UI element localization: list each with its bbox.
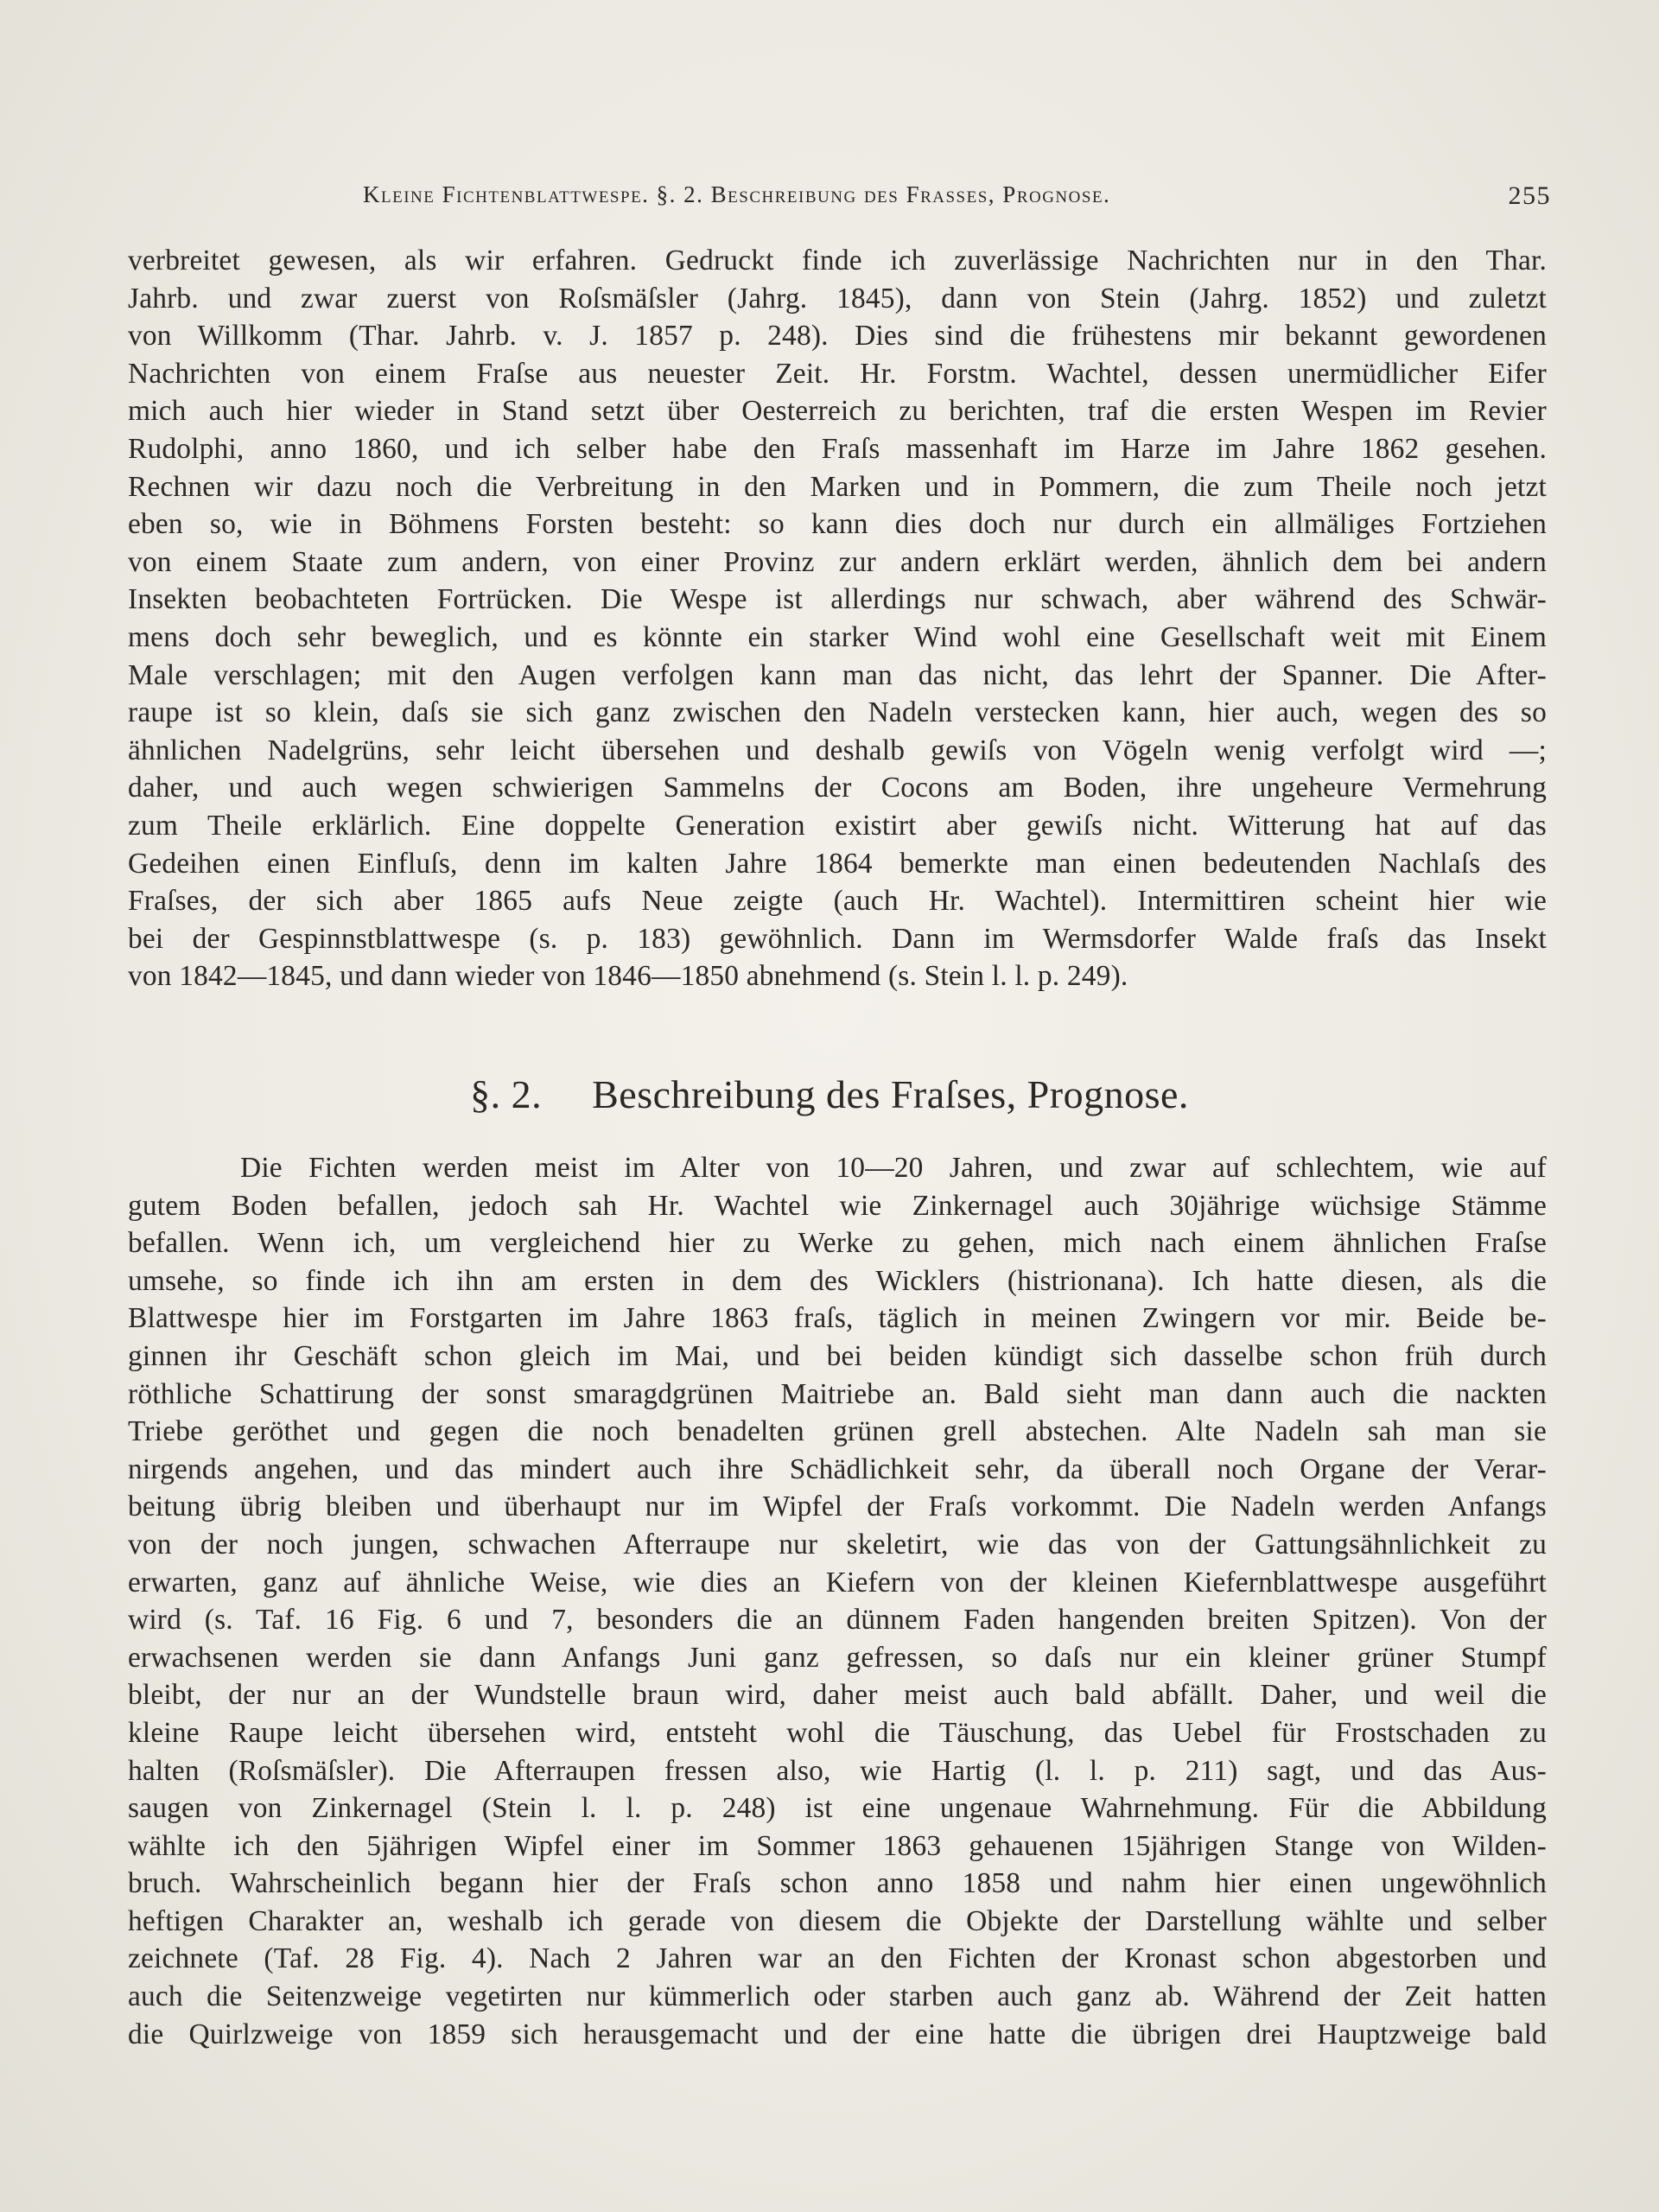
section-title: Beschreibung des Fraſses, Prognose.	[592, 1072, 1189, 1116]
text-line: saugen von Zinkernagel (Stein l. l. p. 248) ist eine ungenaue Wahrnehmung. Für die Abbildung	[128, 1792, 1547, 1825]
text-line: Triebe geröthet und gegen die noch benadelten grünen grell abstechen. Alte Nadeln sah man sie	[128, 1415, 1547, 1448]
text-line: halten (Roſsmäſsler). Die Afterraupen fressen also, wie Hartig (l. l. p. 211) sagt, und das Aus-	[128, 1754, 1547, 1787]
text-line: daher, und auch wegen schwierigen Sammelns der Cocons am Boden, ihre ungeheure Vermehrung	[128, 772, 1547, 804]
text-line: von 1842—1845, und dann wieder von 1846—1850 abnehmend (s. Stein l. l. p. 249).	[128, 960, 1128, 993]
text-line: eben so, wie in Böhmens Forsten besteht: so kann dies doch nur durch ein allmäliges Fortziehen	[128, 508, 1547, 541]
text-line: mens doch sehr beweglich, und es könnte ein starker Wind wohl eine Gesellschaft weit mit Einem	[128, 620, 1547, 653]
text-line: zeichnete (Taf. 28 Fig. 4). Nach 2 Jahren war an den Fichten der Kronast schon abgestorben und	[128, 1942, 1547, 1975]
text-line: mich auch hier wieder in Stand setzt über Oesterreich zu berichten, traf die ersten Wespen im Revier	[128, 395, 1547, 428]
text-line: röthliche Schattirung der sonst smaragdgrünen Maitriebe an. Bald sieht man dann auch die nackten	[128, 1377, 1547, 1410]
text-line: Rudolphi, anno 1860, und ich selber habe den Fraſs massenhaft im Harze im Jahre 1862 gesehen.	[128, 432, 1547, 465]
text-line: befallen. Wenn ich, um vergleichend hier zu Werke zu gehen, mich nach einem ähnlichen Fraſse	[128, 1227, 1547, 1260]
text-line: bruch. Wahrscheinlich begann hier der Fraſs schon anno 1858 und nahm hier einen ungewöhnlich	[128, 1867, 1547, 1900]
text-line: Fraſses, der sich aber 1865 aufs Neue zeigte (auch Hr. Wachtel). Intermittiren scheint hier wie	[128, 885, 1547, 918]
text-line: heftigen Charakter an, weshalb ich gerade von diesem die Objekte der Darstellung wählte und selber	[128, 1904, 1547, 1937]
text-line: zum Theile erklärlich. Eine doppelte Generation existirt aber gewiſs nicht. Witterung hat auf das	[128, 809, 1547, 842]
text-line: von Willkomm (Thar. Jahrb. v. J. 1857 p. 248). Dies sind die frühestens mir bekannt gewordenen	[128, 320, 1547, 353]
text-line: Male verschlagen; mit den Augen verfolgen kann man das nicht, das lehrt der Spanner. Die After-	[128, 658, 1547, 691]
text-line: von einem Staate zum andern, von einer Provinz zur andern erklärt werden, ähnlich dem bei andern	[128, 545, 1547, 578]
text-line: auch die Seitenzweige vegetirten nur kümmerlich oder starben auch ganz ab. Während der Zeit hatten	[128, 1980, 1547, 2013]
text-line: verbreitet gewesen, als wir erfahren. Gedruckt finde ich zuverlässige Nachrichten nur in den Thar.	[128, 245, 1547, 276]
text-line: erwachsenen werden sie dann Anfangs Juni ganz gefressen, so daſs nur ein kleiner grüner Stumpf	[128, 1641, 1547, 1674]
text-line: erwarten, ganz auf ähnliche Weise, wie dies an Kiefern von der kleinen Kiefernblattwespe ausgeführt	[128, 1566, 1547, 1599]
text-line: Jahrb. und zwar zuerst von Roſsmäſsler (Jahrg. 1845), dann von Stein (Jahrg. 1852) und zuletzt	[128, 282, 1547, 315]
text-line: von der noch jungen, schwachen Afterraupe nur skeletirt, wie das von der Gattungsähnlichkeit zu	[128, 1528, 1547, 1560]
section-heading	[0, 1071, 1659, 1117]
text-line: bleibt, der nur an der Wundstelle braun wird, daher meist auch bald abfällt. Daher, und weil die	[128, 1679, 1547, 1712]
text-line: umsehe, so finde ich ihn am ersten in dem des Wicklers (histrionana). Ich hatte diesen, als die	[128, 1264, 1547, 1297]
text-line: die Quirlzweige von 1859 sich herausgemacht und der eine hatte die übrigen drei Hauptzweige bald	[128, 2018, 1547, 2050]
paragraph-continued	[128, 242, 1547, 995]
text-line: beitung übrig bleiben und überhaupt nur im Wipfel der Fraſs vorkommt. Die Nadeln werden Anfangs	[128, 1491, 1547, 1523]
text-line: ähnlichen Nadelgrüns, sehr leicht übersehen und deshalb gewiſs von Vögeln wenig verfolgt wird —;	[128, 734, 1547, 766]
text-line: Blattwespe hier im Forstgarten im Jahre 1863 fraſs, täglich in meinen Zwingern vor mir. Beide be-	[128, 1302, 1547, 1335]
text-line-content: Die Fichten werden meist im Alter von 10—20 Jahren, und zwar auf schlechtem, wie auf	[240, 1152, 1547, 1184]
text-line: Nachrichten von einem Fraſse aus neuester Zeit. Hr. Forstm. Wachtel, dessen unermüdlicher Eifer	[128, 357, 1547, 390]
paragraph-section-2	[128, 1149, 1547, 2053]
page-number: 255	[1508, 181, 1551, 210]
text-line: nirgends angehen, und das mindert auch ihre Schädlichkeit sehr, da überall noch Organe der Verar-	[128, 1452, 1547, 1485]
section-number: §. 2.	[470, 1072, 543, 1116]
text-line: Rechnen wir dazu noch die Verbreitung in den Marken und in Pommern, die zum Theile noch jetzt	[128, 470, 1547, 503]
text-line: ginnen ihr Geschäft schon gleich im Mai, und bei beiden kündigt sich dasselbe schon früh durch	[128, 1339, 1547, 1372]
text-line: wird (s. Taf. 16 Fig. 6 und 7, besonders die an dünnem Faden hangenden breiten Spitzen). Von der	[128, 1604, 1547, 1637]
text-line: Insekten beobachteten Fortrücken. Die Wespe ist allerdings nur schwach, aber während des Schwär-	[128, 583, 1547, 616]
text-line: bei der Gespinnstblattwespe (s. p. 183) gewöhnlich. Dann im Wermsdorfer Walde fraſs das Insekt	[128, 922, 1547, 955]
text-line-indented	[128, 1149, 1547, 1187]
text-line: wählte ich den 5jährigen Wipfel einer im Sommer 1863 gehauenen 15jährigen Stange von Wilden-	[128, 1829, 1547, 1862]
page-header	[363, 181, 1551, 216]
text-line: kleine Raupe leicht übersehen wird, entsteht wohl die Täuschung, das Uebel für Frostschaden zu	[128, 1716, 1547, 1749]
running-head: Kleine Fichtenblattwespe. §. 2. Beschreibung des Frasses, Prognose.	[363, 181, 1111, 207]
text-line: raupe ist so klein, daſs sie sich ganz zwischen den Nadeln verstecken kann, hier auch, wegen des so	[128, 696, 1547, 729]
text-line: gutem Boden befallen, jedoch sah Hr. Wachtel wie Zinkernagel auch 30jährige wüchsige Stämme	[128, 1189, 1547, 1222]
text-line: Gedeihen einen Einfluſs, denn im kalten Jahre 1864 bemerkte man einen bedeutenden Nachlaſs des	[128, 847, 1547, 880]
